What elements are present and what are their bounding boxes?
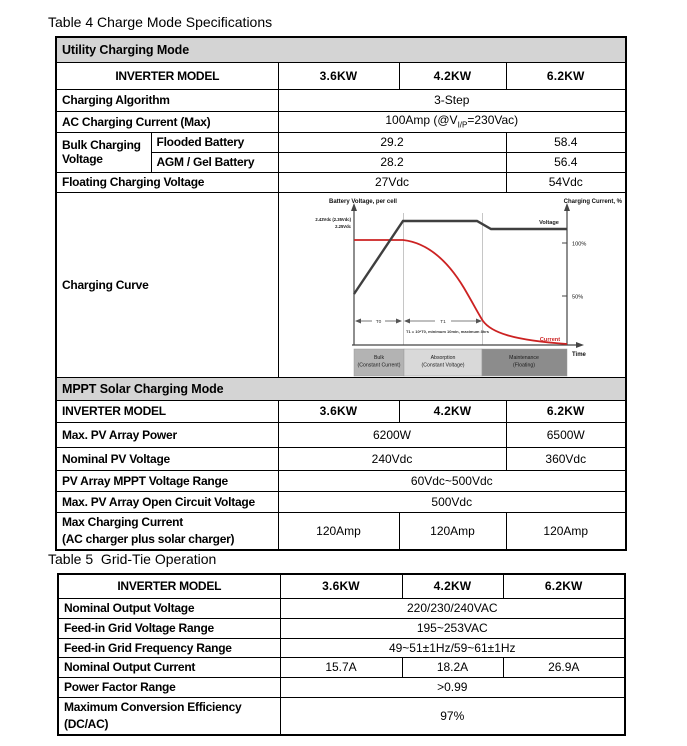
feed-in-grid-frequency-value: 49~51±1Hz/59~61±1Hz [280, 638, 625, 657]
mppt-model-3-6kw: 3.6KW [278, 400, 399, 422]
utility-section-header-row [56, 37, 626, 62]
table4-title: Table 4 Charge Mode Specifications [48, 14, 273, 30]
max-pv-open-circuit-value: 500Vdc [278, 491, 626, 512]
charging-algorithm-value: 3-Step [278, 89, 626, 111]
feed-in-grid-frequency-row [58, 638, 625, 657]
band-maintenance-sub: (Floating) [512, 362, 535, 368]
t1-note: T1 = 10*T0, minimum 10min, maximum 8hrs [405, 328, 489, 334]
mppt-section-header: MPPT Solar Charging Mode [56, 377, 626, 400]
tick-100-label: 100% [571, 241, 586, 247]
nominal-pv-voltage-label: Nominal PV Voltage [56, 447, 278, 470]
agm-value-62: 56.4 [506, 152, 626, 172]
mppt-inverter-model-row [56, 400, 626, 422]
feed-in-grid-voltage-label: Feed-in Grid Voltage Range [58, 618, 280, 638]
nominal-pv-voltage-36-42: 240Vdc [278, 447, 506, 470]
max-pv-open-circuit-label: Max. PV Array Open Circuit Voltage [56, 491, 278, 512]
power-factor-range-row [58, 677, 625, 697]
agm-gel-battery-label: AGM / Gel Battery [151, 152, 278, 172]
subscript-i-p: I/P [457, 120, 468, 130]
feed-in-grid-frequency-label: Feed-in Grid Frequency Range [58, 638, 280, 657]
flooded-value-62: 58.4 [506, 132, 626, 152]
max-pv-array-power-label: Max. PV Array Power [56, 422, 278, 447]
t1-label: T1 [439, 319, 446, 325]
right-axis-title: Charging Current, % [563, 198, 622, 205]
charging-curve-label: Charging Curve [56, 192, 278, 377]
nominal-output-current-label: Nominal Output Current [58, 657, 280, 677]
nominal-pv-voltage-62: 360Vdc [506, 447, 626, 470]
max-conversion-efficiency-row [58, 697, 625, 735]
band-absorption-sub: (Constant Voltage) [421, 362, 464, 368]
table5-title: Table 5 Grid-Tie Operation [48, 551, 217, 567]
ac-charging-current-row [56, 111, 626, 132]
feed-in-grid-voltage-row [58, 618, 625, 638]
floating-charging-voltage-label: Floating Charging Voltage [56, 172, 278, 192]
t0-arrowhead-left-icon [355, 318, 361, 323]
ac-charging-current-label: AC Charging Current (Max) [56, 111, 278, 132]
nominal-output-current-36: 15.7A [280, 657, 402, 677]
band-bulk-sub: (Constant Current) [357, 362, 400, 368]
current-curve-label: Current [539, 336, 560, 343]
nominal-output-voltage-value: 220/230/240VAC [280, 598, 625, 618]
feed-in-grid-voltage-value: 195~253VAC [280, 618, 625, 638]
voltage-level-label-bulk: 2.43Vdc (2.35Vdc) [314, 216, 351, 222]
max-charging-current-36: 120Amp [278, 512, 399, 550]
band-absorption-name: Absorption [430, 354, 455, 361]
mppt-inverter-model-label: INVERTER MODEL [56, 400, 278, 422]
x-axis-arrow-icon [576, 342, 584, 348]
nominal-pv-voltage-row [56, 447, 626, 470]
band-bulk-name: Bulk [373, 354, 384, 361]
time-axis-label: Time [571, 351, 586, 358]
voltage-curve-label: Voltage [538, 219, 559, 226]
model-6-2kw: 6.2KW [506, 62, 626, 89]
mppt-model-4-2kw: 4.2KW [399, 400, 506, 422]
nominal-output-current-62: 26.9A [503, 657, 625, 677]
nominal-output-voltage-row [58, 598, 625, 618]
max-pv-open-circuit-row [56, 491, 626, 512]
table4-charge-mode-specifications [55, 36, 627, 551]
model-4-2kw: 4.2KW [399, 62, 506, 89]
flooded-battery-label: Flooded Battery [151, 132, 278, 152]
t0-arrowhead-right-icon [396, 318, 402, 323]
pv-array-mppt-voltage-range-value: 60Vdc~500Vdc [278, 470, 626, 491]
max-pv-array-power-row [56, 422, 626, 447]
pv-array-mppt-voltage-range-row [56, 470, 626, 491]
max-charging-current-42: 120Amp [399, 512, 506, 550]
t5-model-4-2kw: 4.2KW [402, 574, 503, 598]
nominal-output-current-row [58, 657, 625, 677]
t1-arrowhead-left-icon [404, 318, 410, 323]
utility-inverter-model-row [56, 62, 626, 89]
max-charging-current-row [56, 512, 626, 550]
nominal-output-voltage-label: Nominal Output Voltage [58, 598, 280, 618]
t5-model-3-6kw: 3.6KW [280, 574, 402, 598]
voltage-level-label-float: 2.25Vdc [334, 223, 351, 229]
floating-value-36-42: 27Vdc [278, 172, 506, 192]
charging-curve-chart [278, 192, 626, 377]
max-pv-array-power-62: 6500W [506, 422, 626, 447]
t0-label: T0 [375, 319, 381, 325]
t5-inverter-model-row [58, 574, 625, 598]
charging-algorithm-row [56, 89, 626, 111]
power-factor-range-value: >0.99 [280, 677, 625, 697]
bulk-flooded-row [56, 132, 626, 152]
charging-curve-svg [279, 193, 627, 377]
max-charging-current-62: 120Amp [506, 512, 626, 550]
ac-charging-current-value: 100Amp $(@V_{I/P}=230Vac)$ [278, 111, 626, 132]
left-axis-title: Battery Voltage, per cell [328, 198, 397, 205]
t5-inverter-model-label: INVERTER MODEL [58, 574, 280, 598]
power-factor-range-label: Power Factor Range [58, 677, 280, 697]
agm-value-36-42: 28.2 [278, 152, 506, 172]
charging-algorithm-label: Charging Algorithm [56, 89, 278, 111]
floating-charging-voltage-row [56, 172, 626, 192]
max-conversion-efficiency-value: 97% [280, 697, 625, 735]
inverter-model-label: INVERTER MODEL [56, 62, 278, 89]
t5-model-6-2kw: 6.2KW [503, 574, 625, 598]
model-3-6kw: 3.6KW [278, 62, 399, 89]
floating-value-62: 54Vdc [506, 172, 626, 192]
flooded-value-36-42: 29.2 [278, 132, 506, 152]
nominal-output-current-42: 18.2A [402, 657, 503, 677]
mppt-section-header-row [56, 377, 626, 400]
mppt-model-6-2kw: 6.2KW [506, 400, 626, 422]
max-pv-array-power-36-42: 6200W [278, 422, 506, 447]
charging-curve-row [56, 192, 626, 377]
band-maintenance-name: Maintenance [508, 354, 539, 361]
table5-grid-tie-operation [57, 573, 626, 736]
max-conversion-efficiency-label: Maximum Conversion Efficiency (DC/AC) [58, 697, 280, 735]
max-charging-current-label: Max Charging Current (AC charger plus solar charger) [56, 512, 278, 550]
pv-array-mppt-voltage-range-label: PV Array MPPT Voltage Range [56, 470, 278, 491]
utility-section-header: Utility Charging Mode [56, 37, 626, 62]
bulk-charging-voltage-label: Bulk Charging Voltage [56, 132, 151, 172]
tick-50-label: 50% [571, 294, 583, 300]
